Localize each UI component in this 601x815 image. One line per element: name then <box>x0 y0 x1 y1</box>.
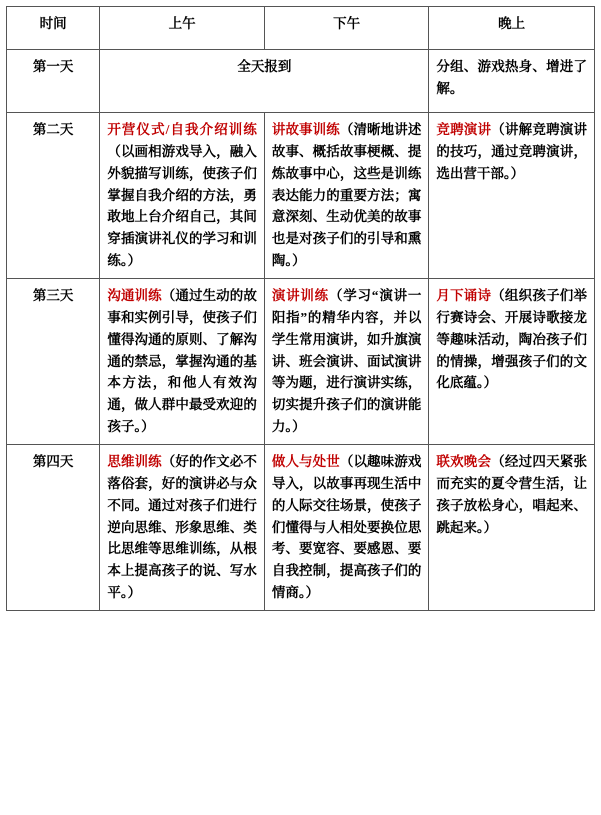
header-cell-afternoon: 下午 <box>264 7 429 50</box>
evening-title-4: 联欢晚会 <box>436 454 492 470</box>
afternoon-cell-2 <box>264 113 429 279</box>
allday-cell-1: 全天报到 <box>100 50 429 113</box>
header-cell-time: 时间 <box>7 7 100 50</box>
afternoon-title-4: 做人与处世 <box>271 454 340 470</box>
header-cell-morning: 上午 <box>100 7 265 50</box>
day-label-3: 第三天 <box>7 279 100 445</box>
morning-text-3: （通过生动的故事和实例引导，使孩子们懂得沟通的原则、了解沟通的禁忌，掌握沟通的基本方法，和他人有效沟通，做人群中最受欢迎的孩子。） <box>107 288 257 435</box>
afternoon-text-4: （以趣味游戏导入，以故事再现生活中的人际交往场景，使孩子们懂得与人相处要换位思考、要宽容、要感恩、要自我控制，提高孩子们的情商。） <box>271 454 422 601</box>
afternoon-text-3: （学习“演讲一阳指”的精华内容，并以学生常用演讲，如升旗演讲、班会演讲、面试演讲等为题，进行演讲实练，切实提升孩子们的演讲能力。） <box>271 288 422 435</box>
table-header <box>7 7 595 50</box>
afternoon-cell-4 <box>264 445 429 611</box>
header-row <box>7 7 595 50</box>
afternoon-cell-3 <box>264 279 429 445</box>
morning-title-3: 沟通训练 <box>107 288 162 304</box>
morning-text-2: （以画相游戏导入，融入外貌描写训练，使孩子们掌握自我介绍的方法，勇敢地上台介绍自己，其间穿插演讲礼仪的学习和训练。） <box>107 143 257 269</box>
evening-text-1: 分组、游戏热身、增进了解。 <box>436 59 587 96</box>
header-cell-evening: 晚上 <box>429 7 595 50</box>
table-row <box>7 445 595 611</box>
morning-title-2: 开营仪式/自我介绍训练 <box>107 122 257 137</box>
table-body <box>7 50 595 611</box>
evening-title-3: 月下诵诗 <box>436 288 492 304</box>
evening-title-2: 竞聘演讲 <box>436 122 492 137</box>
morning-cell-4 <box>100 445 265 611</box>
evening-cell-2 <box>429 113 595 279</box>
table-row <box>7 50 595 113</box>
day-label-1: 第一天 <box>7 50 100 113</box>
evening-text-2: （讲解竞聘演讲的技巧，通过竞聘演讲，选出营干部。） <box>436 122 588 181</box>
day-label-2: 第二天 <box>7 113 100 279</box>
evening-cell-4 <box>429 445 595 611</box>
morning-title-4: 思维训练 <box>107 454 162 470</box>
day-label-4: 第四天 <box>7 445 100 611</box>
table-row <box>7 279 595 445</box>
evening-cell-1 <box>429 50 595 113</box>
camp-schedule-table <box>6 6 595 611</box>
morning-text-4: （好的作文必不落俗套，好的演讲必与众不同。通过对孩子们进行逆向思维、形象思维、类比思维等思维训练，从根本上提高孩子的说、写水平。） <box>107 454 257 601</box>
morning-cell-3 <box>100 279 265 445</box>
table-row <box>7 113 595 279</box>
afternoon-title-3: 演讲训练 <box>271 288 329 304</box>
evening-text-3: （组织孩子们举行赛诗会、开展诗歌接龙等趣味活动，陶冶孩子们的情操，增强孩子们的文化底蕴。） <box>436 288 588 391</box>
afternoon-title-2: 讲故事训练 <box>271 122 340 137</box>
evening-text-4: （经过四天紧张而充实的夏令营生活，让孩子放松身心，唱起来、跳起来。） <box>436 454 588 535</box>
morning-cell-2 <box>100 113 265 279</box>
evening-cell-3 <box>429 279 595 445</box>
afternoon-text-2: （清晰地讲述故事、概括故事梗概、提炼故事中心，这些是训练表达能力的重要方法；寓意深刻、生动优美的故事也是对孩子们的引导和熏陶。） <box>271 122 422 269</box>
